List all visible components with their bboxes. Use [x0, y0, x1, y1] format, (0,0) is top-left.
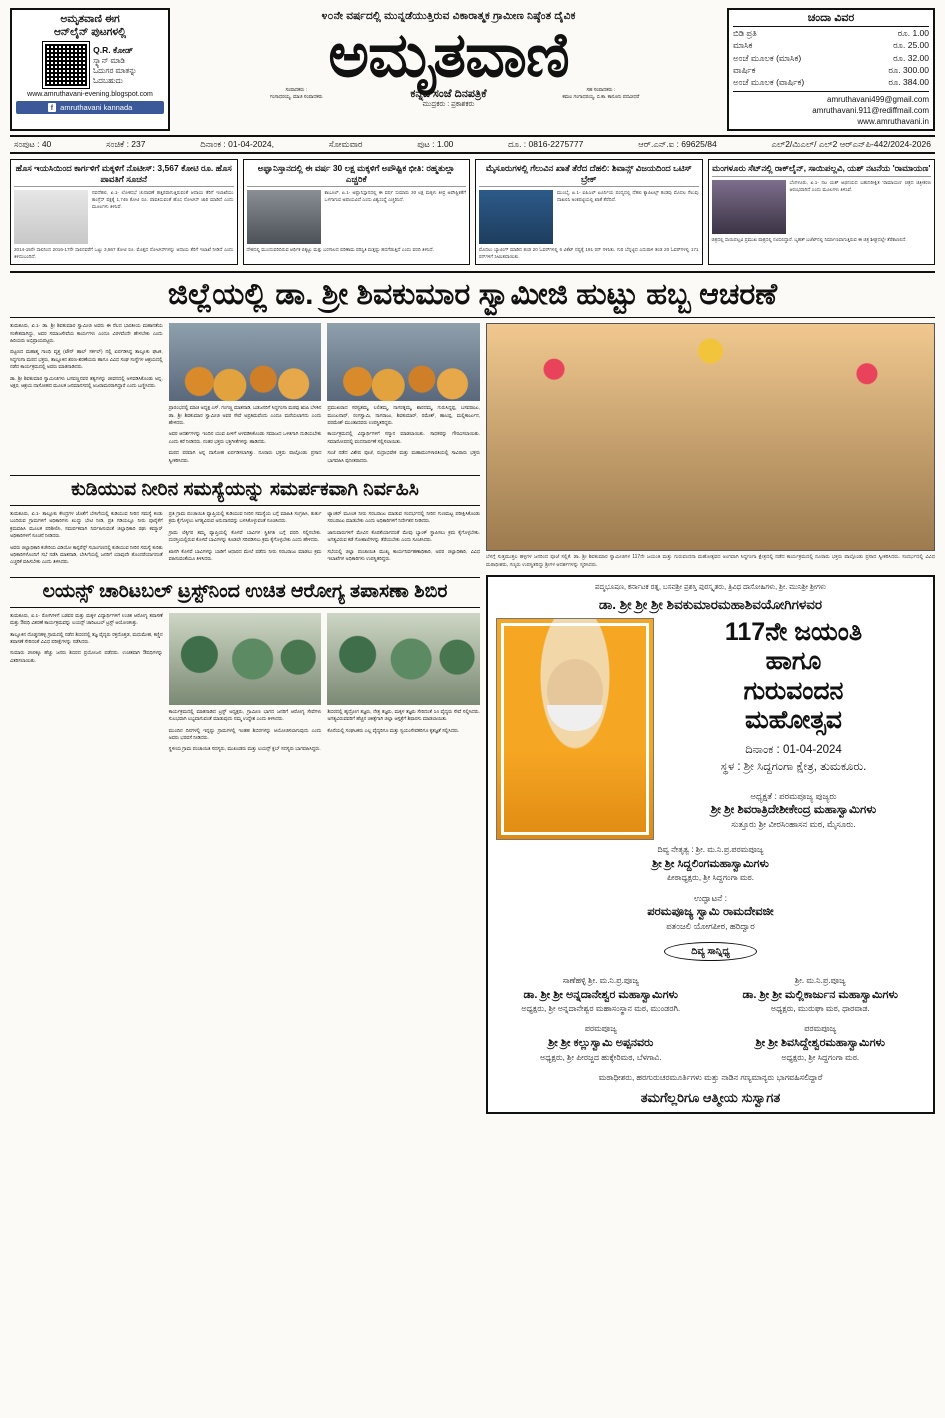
masthead: [10, 8, 935, 137]
rate-amount: 1.00: [912, 28, 929, 38]
lead-story-col-1: [10, 323, 163, 469]
table-row: [733, 27, 929, 39]
photo-caption: ಬೆಳಗ್ಗೆ ಸುತ್ತಮುತ್ತಲ ಹಳ್ಳಿಗಳ ಜನರಿಂದ ಪೂಜೆ ಸಲ್ಲಿಕೆ. ಡಾ. ಶ್ರೀ ಶಿವಕುಮಾರ ಸ್ವಾಮೀಜಿಗಳ 117ನೇ ಜಯಂತಿ ಮತ್ತು ಗುರುವಂದನಾ ಮಹೋತ್ಸವದ ಅಂಗವಾಗಿ ಸಿದ್ದಗಂಗಾ ಕ್ಷೇತ್ರದಲ್ಲಿ ನಡೆದ ಕಾರ್ಯಕ್ರಮದಲ್ಲಿ ನೂರಾರು ಭಕ್ತರು ಪಾಲ್ಗೊಂಡು ಪ್ರಸಾದ ಸ್ವೀಕರಿಸಿದರು. ಸಂದರ್ಭದಲ್ಲಿ ವಿವಿಧ ಮಠಾಧೀಶರು, ಗಣ್ಯರು ಉಪಸ್ಥಿತರಿದ್ದು ಶ್ರೀಗಳ ಆದರ್ಶಗಳನ್ನು ಸ್ಮರಿಸಿದರು.: [486, 554, 935, 568]
story2: [10, 511, 480, 571]
paragraph: ಸಭೆಯಲ್ಲಿ ಜಿಲ್ಲಾ ಪಂಚಾಯಿತಿ ಮುಖ್ಯ ಕಾರ್ಯನಿರ್ವಹಣಾಧಿಕಾರಿ, ಅಪರ ಜಿಲ್ಲಾಧಿಕಾರಿ, ವಿವಿಧ ಇಲಾಖೆಗಳ ಅಧಿಕಾರಿಗಳು ಉಪಸ್ಥಿತರಿದ್ದರು.: [327, 549, 481, 563]
table-row: [733, 64, 929, 76]
brief-headline: ಅಫ್ಘಾನಿಸ್ತಾನದಲ್ಲಿ ಈ ವ‌ರ್ಷ 30 ಲಕ್ಷ ಮಕ್ಕಳಿಗೆ ಅಪೌಷ್ಟಿಕ ಭೀತಿ: ರಹ್ಮತುಲ್ಲಾ ಎಚ್ಚರಿಕೆ: [247, 163, 467, 187]
blog-url[interactable]: www.amruthavani-evening.blogspot.com: [27, 91, 153, 99]
ad-footer-line: ಮಠಾಧೀಶರು, ಹರಗುರುಚರಮೂರ್ತಿಗಳು ಮತ್ತು ನಾಡಿನ ಗಣ್ಯಮಾನ್ಯರು ಭಾಗವಹಿಸಲಿದ್ದಾರೆ: [598, 1072, 823, 1082]
facebook-icon: f: [48, 103, 57, 112]
ad-guest-row-2: [496, 1023, 925, 1064]
page-price: ಪುಟ : 1.00: [417, 139, 454, 150]
portrait-frame: [501, 623, 649, 835]
qr-code-icon: [43, 42, 89, 88]
qr-label-2: ಸ್ಕ್ಯಾನ್ ಮಾಡಿ: [93, 56, 125, 66]
paragraph: ಡಾ. ಶ್ರೀ ಶಿವಕುಮಾರ ಸ್ವಾಮೀಜಿಗಳು ಬಸವಣ್ಣನವರ ತತ್ವಗಳನ್ನು ಜೀವನದಲ್ಲಿ ಅಳವಡಿಸಿಕೊಂಡು ಅನ್ನ, ಅಕ್ಷರ, ಆಶ್ರಯ ದಾಸೋಹದ ಮೂಲಕ ಜನಮಾನಸದಲ್ಲಿ ಅಜರಾಮರರಾಗಿದ್ದಾರೆ ಎಂದು ಬಣ್ಣಿಸಿದರು.: [10, 376, 163, 390]
brief-body: ಮುಂಬೈ, ಏ.1- ಐಪಿಎಲ್ ಟೂರ್ನಿಯ ಪಂದ್ಯದಲ್ಲಿ ದೆಹಲಿ ಕ್ಯಾಪಿಟಲ್ಸ್ ತಂಡವು ಮೊದಲ ಗೆಲುವು ದಾಖಲಿಸಿ ಅಂಕಪಟ್ಟಿಯಲ್ಲಿ ಖಾತೆ ತೆರೆದಿದೆ.: [557, 190, 699, 203]
right-column-group: [486, 323, 935, 1113]
brief-body: ಬೆಂಗಳೂರು, ಏ.1- ನಟ ಯಶ್ ಅಭಿನಯದ ಬಹುನಿರೀಕ್ಷಿತ 'ರಾಮಾಯಣ' ಚಿತ್ರದ ಚಿತ್ರೀಕರಣ ಆರಂಭವಾಗಿದೆ ಎಂದು ಮೂಲಗಳು ತಿಳಿಸಿವೆ.: [789, 179, 931, 192]
rate-currency: ರೂ.: [893, 40, 906, 51]
guest-sub: ಅಧ್ಯಕ್ಷರು, ಶ್ರೀ ಅನ್ನದಾನೇಶ್ವರ ಮಹಾಸಂಸ್ಥಾನ ಮಠ, ಮುಂಡರಗಿ.: [521, 1004, 681, 1014]
brief-image: [479, 190, 553, 244]
health-camp-photo-2: [327, 613, 480, 705]
brief-footer: ದೇಶದಲ್ಲಿ ಮುಂದುವರಿದಿರುವ ಆರ್ಥಿಕ ಬಿಕ್ಕಟ್ಟು ಮತ್ತು ಬರಗಾಲದ ಪರಿಣಾಮ ಪರಿಸ್ಥಿತಿ ಮತ್ತಷ್ಟು ಹದಗೆಡುತ್ತಿದೆ ಎಂದು ವರದಿ ತಿಳಿಸಿದೆ.: [246, 247, 434, 253]
ad-saint-name: ಡಾ. ಶ್ರೀ ಶ್ರೀ ಶ್ರೀ ಶಿವಕುಮಾರಮಹಾಶಿವಯೋಗಿಗಳವರ: [598, 596, 823, 612]
saint-portrait: [496, 618, 654, 840]
paragraph: ಕೊನೆಯಲ್ಲಿ ಸಂಘಟಕರು ಎಲ್ಲ ವೈದ್ಯರಿಗೂ ಮತ್ತು ಸ್ವಯಂಸೇವಕರಿಗೂ ಕೃತಜ್ಞತೆ ಸಲ್ಲಿಸಿದರು.: [327, 728, 460, 734]
lead-story-headline: ಜಿಲ್ಲೆಯಲ್ಲಿ ಡಾ. ಶ್ರೀ ಶಿವಕುಮಾರ ಸ್ವಾಮೀಜಿ ಹುಟ್ಟು ಹಬ್ಬ ಆಚರಣೆ: [10, 271, 935, 318]
ad-inauguration: [496, 892, 925, 932]
anniversary-advertisement: [486, 575, 935, 1113]
ad-venue-value: ಶ್ರೀ ಸಿದ್ದಗಂಗಾ ಕ್ಷೇತ್ರ, ತುಮಕೂರು.: [743, 760, 867, 773]
divine-presence-badge: ದಿವ್ಯ ಸಾನ್ನಿಧ್ಯ: [664, 942, 757, 961]
newspaper-subtitle: ಕನ್ನಡ ಸಂಜೆ ದಿನಪತ್ರಿಕೆ: [410, 88, 487, 100]
rate-label: ಬಿಡಿ ಪ್ರತಿ: [733, 28, 757, 38]
qr-label-4: ಓದಬಹುದು: [93, 75, 123, 85]
paragraph: ಶಿಬಿರದಲ್ಲಿ ಹೃದ್ರೋಗ ತಜ್ಞರು, ನೇತ್ರ ತಜ್ಞರು, ಮಕ್ಕಳ ತಜ್ಞರು ಸೇರಿದಂತೆ 14 ವೈದ್ಯರು ಸೇವೆ ಸಲ್ಲಿಸಿದರು. ಅಗತ್ಯವಿರುವವರಿಗೆ ಹೆಚ್ಚಿನ ಚಿಕಿತ್ಸೆಗಾಗಿ ಜಿಲ್ಲಾ ಆಸ್ಪತ್ರೆಗೆ ಶಿಫಾರಸು ಮಾಡಲಾಯಿತು.: [327, 709, 481, 723]
guest-pre: ಪರಮಪೂಜ್ಯ: [804, 1024, 837, 1034]
ad-credentials: ಪದ್ಮಭೂಷಣ, ಕರ್ನಾಟಕ ರತ್ನ, ಬಸವಶ್ರೀ ಪ್ರಶಸ್ತಿ ಪುರಸ್ಕೃತರು, ತ್ರಿವಿಧ ದಾಸೋಹಿಗಳು, ಶ್ರೀ. ಮುನಿಶ್ರೀ ಶ್ರೀಗಳು: [595, 584, 826, 592]
brief-image: [247, 190, 321, 244]
guest-pre: ಸಾಣೆಹಳ್ಳಿ ಶ್ರೀ. ಮ.ನಿ.ಪ್ರ.ಪೂಜ್ಯ: [562, 975, 639, 985]
ad-inaug-name: ಪರಮಪೂಜ್ಯ ಸ್ವಾಮಿ ರಾಮದೇವಜೀ: [647, 905, 774, 918]
brief-card[interactable]: [243, 159, 471, 265]
issue-info-bar: [10, 137, 935, 154]
story2-col-1: [10, 511, 163, 571]
story3-col-1: [10, 613, 163, 758]
rate-currency: ರೂ.: [888, 77, 901, 88]
paragraph: ಪ್ರಮುಖರಾದ ಸರಸ್ವತಮ್ಮ, ಲಲಿತಮ್ಮ, ನಾಗರತ್ನಮ್ಮ, ಶಾರದಮ್ಮ, ಗುರುಸಿದ್ದಪ್ಪ, ಬಸವರಾಜು, ಮಂಜುನಾಥ್, ರಂಗಸ್ವಾಮಿ, ನಾಗರಾಜು, ಶಿವಕುಮಾರ್, ರಮೇಶ್, ಹಾಲಪ್ಪ, ಮಲ್ಲಿಕಾರ್ಜುನ, ಪರಮೇಶ್ ಮುಂತಾದವರು ಉಪಸ್ಥಿತರಿದ್ದರು.: [327, 406, 481, 426]
ad-inaug-label: ಉದ್ಘಾಟನೆ :: [694, 893, 727, 904]
subscription-header: ಚಂದಾ ವಿವರ: [733, 12, 929, 27]
guest-pre: ಶ್ರೀ. ಮ.ನಿ.ಪ್ರ.ಪೂಜ್ಯ: [794, 975, 846, 985]
guest-name: ಡಾ. ಶ್ರೀ ಶ್ರೀ ಮಲ್ಲಿಕಾರ್ಜುನ ಮಹಾಸ್ವಾಮಿಗಳು: [742, 988, 898, 1001]
table-row: [733, 39, 929, 51]
ad-president-label: ಅಧ್ಯಕ್ಷತೆ : ಪರಮಪೂಜ್ಯ ಪುಜ್ಯರು: [750, 791, 837, 802]
ad-welcome-line: ತಮಗೆಲ್ಲರಿಗೂ ಆತ್ಮೀಯ ಸುಸ್ವಾಗತ: [640, 1089, 781, 1105]
guest-sub: ಅಧ್ಯಕ್ಷರು, ಮುರುಘಾ ಮಠ, ಧಾರವಾಡ.: [770, 1004, 870, 1014]
brief-headline: ಮೈಸೂರುಗಳಲ್ಲಿ ಗೆಲುವಿನ ಖಾತೆ ತೆರೆದ ದೆಹಲಿ: ಶಿವಾನ್ಸ್ ವಿಜಯದಿಂದ ಒಟಿಸ್ ಬ್ರೇಕ್: [479, 163, 699, 187]
paragraph: ಗ್ರಾಮ ಲೆಕ್ಕಿಗರ ತಮ್ಮ ವ್ಯಾಪ್ತಿಯಲ್ಲಿ ಕೊಳವೆ ಬಾವಿಗಳ ಸ್ಥಿತಿಗತಿ ಬಗ್ಗೆ ವರದಿ ಸಲ್ಲಿಸಬೇಕು. ದುರಸ್ತಿಯಲ್ಲಿರುವ ಕೊಳವೆ ಬಾವಿಗಳನ್ನು ಕೂಡಲೇ ಸರಿಪಡಿಸಲು ಕ್ರಮ ಕೈಗೊಳ್ಳಬೇಕು ಎಂದು ಹೇಳಿದರು.: [168, 530, 322, 544]
paragraph: ಸಂಜೆ ನಡೆದ ವಿಶೇಷ ಪೂಜೆ, ರುದ್ರಾಭಿಷೇಕ ಮತ್ತು ಮಹಾಮಂಗಳಾರತಿಯಲ್ಲಿ ಸಾವಿರಾರು ಭಕ್ತರು ಭಾಗವಹಿಸಿ ಪುನೀತರಾದರು.: [327, 451, 481, 464]
paragraph: ಟ್ಯಾಂಕರ್ ಮೂಲಕ ನೀರು ಸರಬರಾಜು ಮಾಡುವ ಸಂದರ್ಭದಲ್ಲಿ ನೀರಿನ ಗುಣಮಟ್ಟ ಪರೀಕ್ಷಿಸಿಕೊಂಡು ಸರಬರಾಜು ಮಾಡಬೇಕು ಎಂದು ಅಧಿಕಾರಿಗಳಿಗೆ ನಿರ್ದೇಶನ ನೀಡಿದರು.: [327, 511, 481, 525]
ad-president-name: ಶ್ರೀ ಶ್ರೀ ಶಿವರಾತ್ರಿದೇಶೀಕೇಂದ್ರ ಮಹಾಸ್ವಾಮಿಗಳು: [710, 803, 877, 816]
rate-currency: ರೂ.: [888, 64, 901, 75]
brief-headline: ಹೊಸ ಇಯಸಿಯಿಂದ ಕಾರ್ಗಳಿಗೆ ಮಕ್ಕಳಿಗೆ ನೊಟೀಸ್: 3,567 ಕೋಟಿ ರೂ. ಹೊಸ ಪಾವತಿಗೆ ಸೂಚನೆ: [14, 163, 234, 187]
masthead-online-box: [10, 8, 170, 131]
guest-name: ಡಾ. ಶ್ರೀ ಶ್ರೀ ಅನ್ನದಾನೇಶ್ವರ ಮಹಾಸ್ವಾಮಿಗಳು: [523, 988, 678, 1001]
issue-number: ಸಂಚಿಕೆ : 237: [106, 139, 146, 150]
paragraph: ಅವರು ಜಿಲ್ಲಾಧಿಕಾರಿ ಕಚೇರಿಯ ವಿಡಿಯೋ ಕಾನ್ಫರೆನ್ಸ್ ಸಭಾಂಗಣದಲ್ಲಿ ಕುಡಿಯುವ ನೀರಿನ ಸಮಸ್ಯೆ ಕುರಿತು ಅಧಿಕಾರಿಗಳೊಂದಿಗೆ ಸಭೆ ನಡೆಸಿ ಮಾತನಾಡಿ, ಬೇಸಿಗೆಯಲ್ಲಿ ಜನರಿಗೆ ಯಾವುದೇ ತೊಂದರೆಯಾಗದಂತೆ ಎಚ್ಚರಿಕೆ ವಹಿಸಬೇಕು ಎಂದು ತಿಳಿಸಿದರು.: [10, 545, 163, 566]
brief-footer: 2014-15ನೇ ಸಾಲಿನಿಂದ 2016-17ನೇ ಸಾಲಿನವರೆಗೆ ಒಟ್ಟು 3,567 ಕೋಟಿ ರೂ. ಮೊತ್ತದ ನೋಟೀಸ್‌ಗಳನ್ನು ಆದಾಯ ತೆರಿಗೆ ಇಲಾಖೆ ನೀಡಿದೆ ಎಂದು ತಿಳಿದುಬಂದಿದೆ.: [14, 247, 234, 260]
paragraph: ತುಮಕೂರು, ಏ.1- ಡಾ. ಶ್ರೀ ಶಿವಕುಮಾರ ಸ್ವಾಮೀಜಿ ಅವರು ಈ ನೆಲದ ಭಾರತೀಯ ಮಹಾನತೆಯ ಸಂಕೇತವಾಗಿದ್ದು, ಅವರ ಸಮಾಜಸೇವೆಯ ಕಾರ್ಯಗಳು ಎಂದೂ ವಿರಳವೆಂದೇ ಹೇಳಬೇಕು ಎಂದು ಹಿರಿಯರು ಅಭಿಪ್ರಾಯಪಟ್ಟರು.: [10, 324, 163, 344]
guest-name: ಶ್ರೀ ಶ್ರೀ ಶಿವಸಿದ್ದೇಶ್ವರಮಹಾಸ್ವಾಮಿಗಳು: [755, 1037, 886, 1050]
paragraph: ತುಮಕೂರು, ಏ.1- ತಾಲ್ಲೂಕು ಕೇಂದ್ರಗಳ ಜೊತೆಗೆ ಬೇಸಿಗೆಯಲ್ಲಿ ಕುಡಿಯುವ ನೀರಿನ ಸಮಸ್ಯೆ ಕಂಡು ಬಂದಿರುವ ಗ್ರಾಮಗಳಿಗೆ ಅಧಿಕಾರಿಗಳು ಖುದ್ದು ಭೇಟಿ ನೀಡಿ, ಪ್ರತಿ ಗಡಿಯಲ್ಲೂ ನೀರು ಪೂರೈಕೆಗೆ ಕ್ರಮವಹಿಸಿ ಮೂಲಕ ಪರಿಶೀಲಿಸಿ, ಸಮರ್ಪಕವಾಗಿ ನಿರ್ವಹಿಸುವಂತೆ ಜಿಲ್ಲಾಧಿಕಾರಿ ರಘು ಕಮ್ಮಾರ್ ಅಧಿಕಾರಿಗಳಿಗೆ ಸೂಚನೆ ನೀಡಿದರು.: [10, 511, 163, 540]
rate-amount: 300.00: [903, 64, 929, 75]
paragraph: ಕಾರ್ಯಕ್ರಮದಲ್ಲಿ ವಿದ್ಯಾರ್ಥಿಗಳಿಗೆ ಸನ್ಮಾನ ಮಾಡಲಾಯಿತು. ಸಾಧಕರನ್ನು ಗೌರವಿಸಲಾಯಿತು. ಸಮಾರೋಪದಲ್ಲಿ ವಂದನಾರ್ಪಣೆ ಸಲ್ಲಿಸಲಾಯಿತು.: [327, 432, 481, 445]
guest-entry: [716, 975, 926, 1016]
story2-col-2: [169, 511, 322, 571]
brief-card[interactable]: [708, 159, 936, 265]
masthead-tagline: ೪೦ನೇ ವರ್ಷದಲ್ಲಿ ಮುನ್ನಡೆಯುತ್ತಿರುವ ವಿಕಾರಾತ್ಮಕ ಗ್ರಾಮೀಣ ನಿಷ್ಠೆಂತ ದೈವಿಕ: [321, 10, 576, 22]
rni-number: ಆರ್.ಎನ್.ಐ : 69625/84: [638, 139, 717, 150]
guest-entry: [496, 975, 706, 1016]
brief-headline: ಮಂಗಳೂರು ಸೆಟ್‌ನಲ್ಲಿ ರಾಕ್‌ಲೈನ್, ಸಾಯಿಪಲ್ಲವಿ, ಯಶ್ ನಟನೆಯ 'ರಾಮಾಯಣ': [712, 163, 932, 177]
paragraph: ಖಾಸಗಿ ಕೊಳವೆ ಬಾವಿಗಳನ್ನು ಬಾಡಿಗೆ ಆಧಾರದ ಮೇಲೆ ಪಡೆದು ನೀರು ಸರಬರಾಜು ಮಾಡಲು ಕ್ರಮ ವಹಿಸುವಂತೆಯೂ ತಿಳಿಸಿದರು.: [168, 549, 322, 563]
paragraph: ತಾಲ್ಲೂಕಿನ ದೊಡ್ಡನಹಳ್ಳಿ ಗ್ರಾಮದಲ್ಲಿ ನಡೆದ ಶಿಬಿರದಲ್ಲಿ ತಜ್ಞ ವೈದ್ಯರು ರಕ್ತದೊತ್ತಡ, ಮಧುಮೇಹ, ಕಣ್ಣಿನ ತಪಾಸಣೆ ಸೇರಿದಂತೆ ವಿವಿಧ ಪರೀಕ್ಷೆಗಳನ್ನು ನಡೆಸಿದರು.: [10, 632, 163, 646]
brief-footer: ಮೊದಲು ಬ್ಯಾಟಿಂಗ್ ಮಾಡಿದ ತಂಡ 20 ಓವರ್‌ಗಳಲ್ಲಿ 6 ವಿಕೆಟ್ ನಷ್ಟಕ್ಕೆ 191 ರನ್ ಗಳಿಸಿತು. ಗುರಿ ಬೆನ್ನಟ್ಟಿದ ಎದುರಾಳಿ ತಂಡ 20 ಓವರ್‌ಗಳಲ್ಲಿ 171 ರನ್‌ಗಳಿಗೆ ಸೀಮಿತವಾಯಿತು.: [479, 247, 699, 260]
ad-chief-name: ಶ್ರೀ ಶ್ರೀ ಸಿದ್ದಲಿಂಗಮಹಾಸ್ವಾಮಿಗಳು: [652, 857, 769, 870]
facebook-link[interactable]: [16, 101, 164, 114]
story2-col-3: [327, 511, 480, 571]
paragraph: ಜಾನುವಾರುಗಳಿಗೆ ಮೇವಿನ ಕೊರತೆಯಾಗದಂತೆ ಮೇವು ಬ್ಯಾಂಕ್ ಸ್ಥಾಪಿಸಲು ಕ್ರಮ ಕೈಗೊಳ್ಳಬೇಕು. ಅಗತ್ಯವಿರುವ ಕಡೆ ಗೋಶಾಲೆಗಳನ್ನು ತೆರೆಯಬೇಕು ಎಂದು ಸೂಚಿಸಿದರು.: [327, 530, 481, 544]
left-column-group: [10, 323, 480, 1113]
online-title-line2: ಆನ್‌ಲೈನ್ ಪುಟಗಳಲ್ಲಿ: [53, 26, 127, 39]
lead-story-col-2: [169, 323, 322, 469]
paragraph: ಅವರ ಆದರ್ಶಗಳನ್ನು ಇಂದಿನ ಯುವ ಪೀಳಿಗೆ ಅಳವಡಿಸಿಕೊಂಡು ಸಮಾಜದ ಒಳಿತಿಗಾಗಿ ದುಡಿಯಬೇಕು ಎಂದು ಕರೆ ನೀಡಿದರು. ನಂತರ ಭಕ್ತರು ಭಕ್ತಿಗೀತೆಗಳನ್ನು ಹಾಡಿದರು.: [168, 432, 322, 445]
paragraph: ಪ್ರತಿ ಗ್ರಾಮ ಪಂಚಾಯಿತಿ ವ್ಯಾಪ್ತಿಯಲ್ಲಿ ಕುಡಿಯುವ ನೀರಿನ ಸಮಸ್ಯೆಯ ಬಗ್ಗೆ ಮಾಹಿತಿ ಸಂಗ್ರಹಿಸಿ, ತುರ್ತು ಕ್ರಮ ಕೈಗೊಳ್ಳಲು ಅಗತ್ಯವಿರುವ ಅನುದಾನವನ್ನು ಬಳಸಿಕೊಳ್ಳುವಂತೆ ಸೂಚಿಸಿದರು.: [168, 511, 322, 525]
subscription-rows: [733, 27, 929, 89]
phone-number: ದೂ. : 0816-2275777: [508, 139, 584, 150]
temple-ceremony-photo: [486, 323, 935, 551]
online-title-line1: ಅಮೃತವಾಣಿ ಈಗ: [60, 13, 120, 25]
table-row: [733, 76, 929, 88]
brief-body: ಕಾಬೂಲ್, ಏ.1- ಅಫ್ಘಾನಿಸ್ತಾನದಲ್ಲಿ ಈ ವರ್ಷ ಸುಮಾರು 30 ಲಕ್ಷ ಮಕ್ಕಳು ತೀವ್ರ ಅಪೌಷ್ಟಿಕತೆಗೆ ಒಳಗಾಗುವ ಅಪಾಯವಿದೆ ಎಂದು ವಿಶ್ವಸಂಸ್ಥೆ ಎಚ್ಚರಿಸಿದೆ.: [324, 190, 466, 203]
paragraph: ಪ್ರಾರಂಭದಲ್ಲಿ ಮಾಜಿ ಅಧ್ಯಕ್ಷ ಎಸ್. ಗಂಗಣ್ಣ ಮಾತನಾಡಿ, ಬಡಜನರಿಗೆ ಸಿದ್ದಗಂಗಾ ಮಠವು ಋಷಿ ಬೆಳಕಿನ ಡಾ. ಶ್ರೀ ಶಿವಕುಮಾರ ಸ್ವಾಮೀಜಿ ಅವರ ಸೇವೆ ಅಪ್ರತಿಮವೆಂದು ಎಂದೂ ಮರೆಯಲಾಗದು ಎಂದು ಹೇಳಿದರು.: [168, 406, 322, 426]
founder-name: ಗಂಗಾಧರಯ್ಯ, ಮಾಜಿ ಸಂಪಾದಕರು: [269, 94, 323, 100]
table-row: [733, 52, 929, 64]
guest-sub: ಅಧ್ಯಕ್ಷರು, ಶ್ರೀ ಪೀರಜ್ಜದ ಹುಕ್ಕೇರಿಮಠ, ಬೆಳಗಾವಿ.: [539, 1052, 662, 1062]
ad-inaug-sub: ಪತಂಜಲಿ ಯೋಗಪೀಠ, ಹರಿದ್ವಾರ: [666, 920, 755, 931]
guest-pre: ಪರಮಪೂಜ್ಯ: [584, 1024, 617, 1034]
newspaper-title: ಅಮೃತವಾಣಿ: [328, 21, 569, 90]
paragraph: ಪಟ್ಟಣದ ಮಹಾತ್ಮ ಗಾಂಧಿ ವೃತ್ತ (ಟೌನ್ ಹಾಲ್ ಸರ್ಕಲ್) ನಲ್ಲಿ ಏರ್ಪಡಿಸಿದ್ದ ತಾಲ್ಲೂಕು ಘಟಕ, ಸಿದ್ದಗಂಗಾ ಮಠದ ಭಕ್ತರು, ತಾಲ್ಲೂಕಿನ ಶರಣ-ಶರಣೆಯರು ಹಾಗೂ ವಿವಿಧ ಸಂಘ ಸಂಸ್ಥೆಗಳ ಆಶ್ರಯದಲ್ಲಿ ನಡೆದ ಕಾರ್ಯಕ್ರಮದಲ್ಲಿ ಅವರು ಮಾತನಾಡಿದರು.: [10, 350, 163, 371]
ad-guest-row-1: [496, 975, 925, 1016]
email-secondary[interactable]: amruthavani.911@rediffmail.com: [812, 105, 929, 115]
brief-card[interactable]: [475, 159, 703, 265]
page-body: [10, 323, 935, 1113]
ad-date-value: 01-04-2024: [782, 743, 842, 756]
rate-amount: 25.00: [907, 40, 929, 51]
ad-title-line1: 117ನೇ ಜಯಂತಿ: [724, 617, 863, 646]
subscription-box: [727, 8, 935, 131]
ad-title-line3: ಗುರುವಂದನ: [743, 676, 844, 705]
paragraph: ಮುಂದಿನ ದಿನಗಳಲ್ಲಿ ಇನ್ನಷ್ಟು ಗ್ರಾಮಗಳಲ್ಲಿ ಇಂತಹ ಶಿಬಿರಗಳನ್ನು ಆಯೋಜಿಸಲಾಗುವುದು ಎಂದು ಅವರು ಭರವಸೆ ನೀಡಿದರು.: [168, 728, 322, 742]
volume-number: ಸಂಪುಟ : 40: [14, 139, 52, 150]
rate-currency: ರೂ.: [893, 52, 906, 63]
paragraph: ಕಾರ್ಯಕ್ರಮದಲ್ಲಿ ಮಾತನಾಡಿದ ಟ್ರಸ್ಟ್ ಅಧ್ಯಕ್ಷರು, ಗ್ರಾಮೀಣ ಭಾಗದ ಜನರಿಗೆ ಆರೋಗ್ಯ ಸೇವೆಗಳು ಸುಲಭವಾಗಿ ಲಭ್ಯವಾಗುವಂತೆ ಮಾಡುವುದು ನಮ್ಮ ಉದ್ದೇಶ ಎಂದು ತಿಳಿಸಿದರು.: [168, 709, 322, 723]
guest-entry: [716, 1023, 926, 1064]
paragraph: ಸುಮಾರು 250ಕ್ಕೂ ಹೆಚ್ಚು ಜನರು ಶಿಬಿರದ ಪ್ರಯೋಜನ ಪಡೆದರು. ಉಚಿತವಾಗಿ ಔಷಧಿಗಳನ್ನು ವಿತರಿಸಲಾಯಿತು.: [10, 651, 163, 664]
qr-label-1: Q.R. ಕೋಡ್: [93, 45, 134, 56]
rate-label: ಅಂಚೆ ಮೂಲಕ (ವಾರ್ಷಿಕ): [733, 77, 805, 88]
founder-label: ಸಂಪಾದಕರು :: [285, 88, 307, 94]
issue-day: ಸೋಮವಾರ: [328, 139, 363, 150]
coeditor-name: ಕಮಲ ಗಂಗಾಧರಯ್ಯ, ಬಿ.ಕಾ. ಕಾನೂನು ಪದವೀಧರೆ: [562, 94, 640, 100]
rate-amount: 32.00: [907, 52, 929, 63]
brief-image: [712, 180, 786, 234]
story3-headline: ಲಯನ್ಸ್ ಚಾರಿಟಬಲ್ ಟ್ರಸ್ಟ್‌ನಿಂದ ಉಚಿತ ಆರೋಗ್ಯ ತಪಾಸಣಾ ಶಿಬಿರ: [10, 577, 480, 608]
guest-sub: ಅಧ್ಯಕ್ಷರು, ಶ್ರೀ ಸಿದ್ದಗಂಗಾ ಮಠ.: [781, 1052, 860, 1062]
lead-story-col-3: [327, 323, 480, 469]
rate-label: ವಾರ್ಷಿಕ: [733, 64, 756, 75]
lead-story: [10, 323, 480, 469]
masthead-center: [176, 8, 721, 131]
ad-title-line4: ಮಹೋತ್ಸವ: [745, 706, 842, 735]
printer-line: ಮುದ್ರಕರು : ಪ್ರಕಾಶಕರು: [422, 101, 475, 108]
story3: [10, 613, 480, 758]
procession-photo: [169, 323, 322, 401]
ad-title-line2: ಹಾಗೂ: [765, 647, 822, 676]
paragraph: ಮಠದ ಪರವಾಗಿ ಅನ್ನ ದಾಸೋಹ ಏರ್ಪಡಿಸಲಾಗಿತ್ತು. ನೂರಾರು ಭಕ್ತರು ಪಾಲ್ಗೊಂಡು ಪ್ರಸಾದ ಸ್ವೀಕರಿಸಿದರು.: [168, 451, 322, 464]
guest-entry: [496, 1023, 706, 1064]
coeditor-label: ಸಹ ಸಂಪಾದಕರು :: [586, 88, 616, 94]
rate-label: ಮಾಸಿಕ: [733, 40, 753, 51]
brief-footer: ಚಿತ್ರದಲ್ಲಿ ಸಾಯಿಪಲ್ಲವಿ ಪ್ರಮುಖ ಪಾತ್ರದಲ್ಲಿ ನಟಿಸಲಿದ್ದಾರೆ. ಬೃಹತ್ ಬಜೆಟ್‌ನಲ್ಲಿ ನಿರ್ಮಾಣವಾಗುತ್ತಿರುವ ಈ ಚಿತ್ರ ಶೀಘ್ರದಲ್ಲೇ ತೆರೆಕಾಣಲಿದೆ.: [711, 236, 907, 242]
issue-date: ದಿನಾಂಕ : 01-04-2024,: [200, 139, 274, 150]
story3-col-2: [169, 613, 322, 758]
ad-chief-label: ದಿವ್ಯ ನೇತೃತ್ವ : ಶ್ರೀ. ಮ.ನಿ.ಪ್ರ.ಪರಮಪೂಜ್ಯ: [657, 844, 764, 854]
facebook-handle: amruthavani kannada: [60, 103, 133, 113]
website-url[interactable]: www.amruthavani.in: [857, 116, 929, 126]
rate-currency: ರೂ.: [897, 28, 911, 38]
email-primary[interactable]: amruthavani499@gmail.com: [827, 94, 929, 104]
news-briefs-strip: [10, 159, 935, 265]
story2-headline: ಕುಡಿಯುವ ನೀರಿನ ಸಮಸ್ಯೆಯನ್ನು ಸಮರ್ಪಕವಾಗಿ ನಿರ್ವಹಿಸಿ: [10, 475, 480, 506]
brief-image: [14, 190, 88, 244]
paragraph: ತುಮಕೂರು, ಏ.1- ರೋಗಿಗಳಿಗೆ ಬಡವರ ಮತ್ತು ಮಕ್ಕಳ ವಿದ್ಯಾರ್ಥಿಗಳಿಗೆ ಉಚಿತ ಆರೋಗ್ಯ ತಪಾಸಣೆ ಮತ್ತು ಔಷಧಿ ವಿತರಣೆ ಕಾರ್ಯಕ್ರಮವನ್ನು ಲಯನ್ಸ್ ಚಾರಿಟಬಲ್ ಟ್ರಸ್ಟ್ ಆಯೋಜಿಸಿತ್ತು.: [10, 613, 163, 627]
brief-card[interactable]: [10, 159, 238, 265]
rate-amount: 384.00: [903, 77, 929, 88]
ad-venue-label: ಸ್ಥಳ :: [720, 760, 741, 773]
brief-body: ನವದೆಹಲಿ, ಏ.1- ಲೋಕಸಭೆ ಚುನಾವಣೆ ಹತ್ತಿರವಾಗುತ್ತಿರುವಂತೆ ಆದಾಯ ತೆರಿಗೆ ಇಲಾಖೆಯು ಕಾಂಗ್ರೆಸ್ ಪಕ್ಷಕ್ಕೆ 1,745 ಕೋಟಿ ರೂ. ಪಾವತಿಸುವಂತೆ ಹೊಸ ನೋಟೀಸ್ ಜಾರಿ ಮಾಡಿದೆ ಎಂದು ಮೂಲಗಳು ತಿಳಿಸಿವೆ.: [92, 190, 234, 210]
ad-president-sub: ಸುತ್ತೂರು ಶ್ರೀ ವೀರಸಿಂಹಾಸನ ಮಠ, ಮೈಸೂರು.: [731, 818, 856, 829]
paragraph: ಸ್ಥಳೀಯ ಗ್ರಾಮ ಪಂಚಾಯಿತಿ ಸದಸ್ಯರು, ಮುಖಂಡರು ಮತ್ತು ಲಯನ್ಸ್ ಕ್ಲಬ್ ಸದಸ್ಯರು ಭಾಗವಹಿಸಿದ್ದರು.: [168, 747, 321, 753]
story3-col-3: [327, 613, 480, 758]
qr-label-3: ಓದುಗರ ಮಾತನ್ನು: [93, 65, 137, 75]
rate-label: ಅಂಚೆ ಮೂಲಕ (ಮಾಸಿಕ): [733, 52, 802, 63]
ad-date-label: ದಿನಾಂಕ :: [745, 743, 780, 756]
ad-chief-guidance: [496, 844, 925, 885]
guest-name: ಶ್ರೀ ಶ್ರೀ ಕಲ್ಲುಸ್ವಾಮಿ ಅಪ್ಪನವರು: [548, 1037, 654, 1050]
procession-photo-2: [327, 323, 480, 401]
ad-chief-sub: ಪೀಠಾಧ್ಯಕ್ಷರು, ಶ್ರೀ ಸಿದ್ದಗಂಗಾ ಮಠ.: [666, 873, 755, 883]
health-camp-photo: [169, 613, 322, 705]
registration-number: ಎಲ್2/ಮಿಎಲ್/ ಎಲ್2 ಆರ್‌ಎನ್‌ಪಿ-442/2024-2026: [771, 139, 931, 150]
